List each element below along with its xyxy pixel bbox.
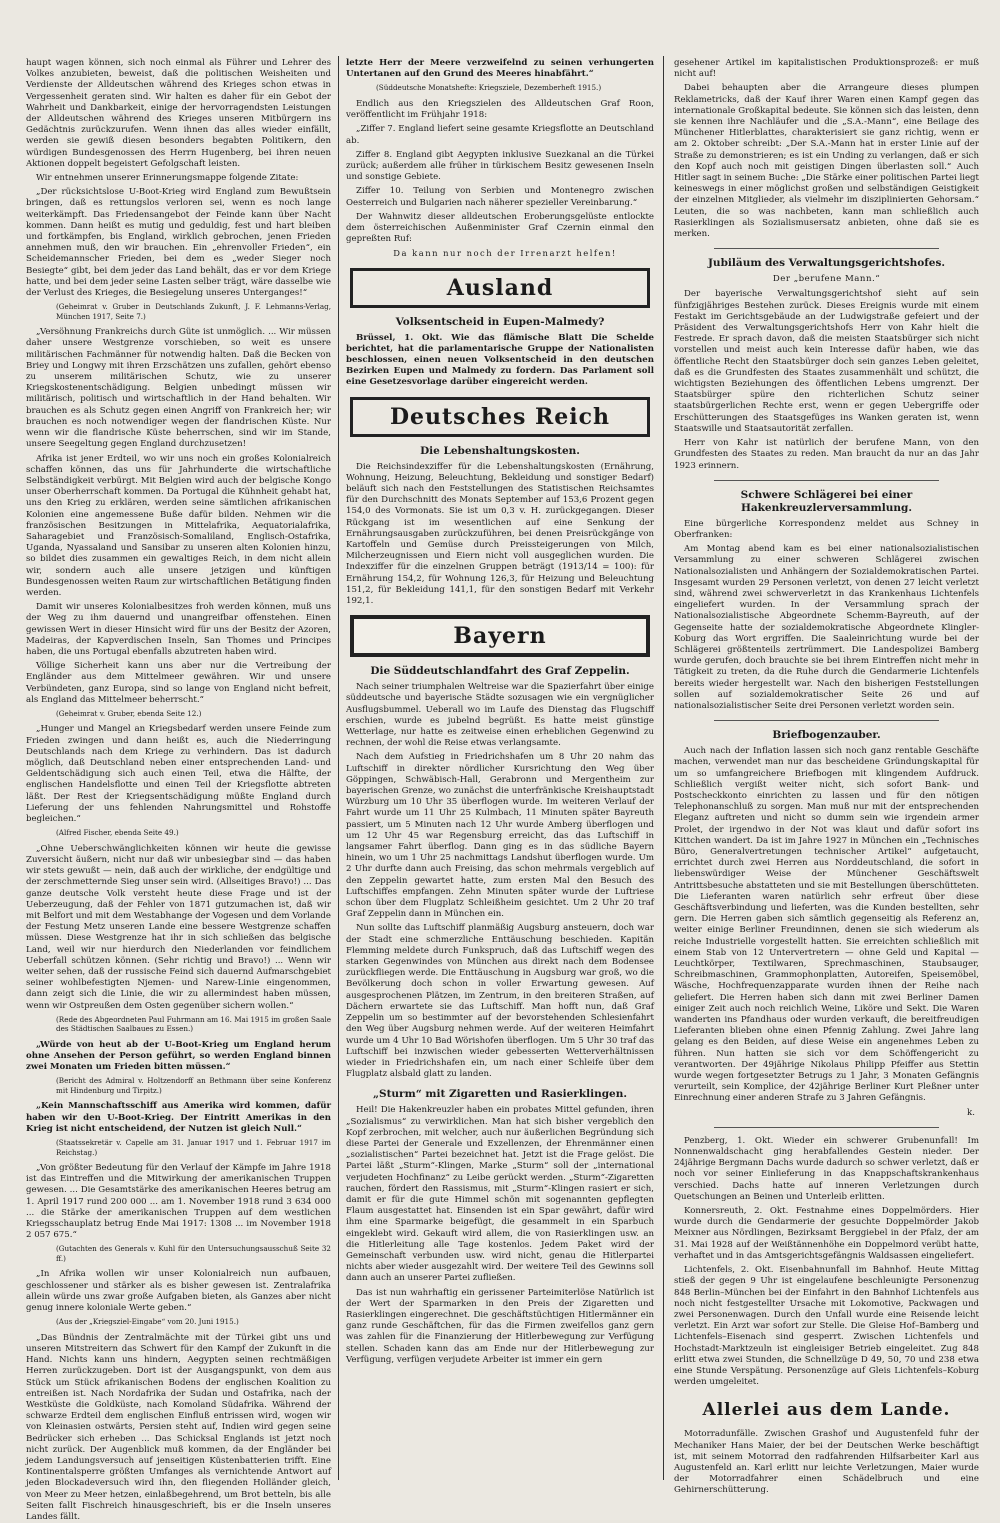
quote: „Würde von heut ab der U-Boot-Krieg um England herum ohne Ansehen der Person geführt, so werden England binnen zwei Monaten um Frieden bitten müssen.“ <box>26 1039 331 1073</box>
quote: „In Afrika wollen wir unser Kolonialreich nun aufbauen, geschlossener und stärker als es bisher gewesen ist. Zentralafrika allein würde uns zwar große Aufgaben bieten, als Ganzes aber nicht genug innere koloniale Werte geben.“ <box>26 1269 331 1314</box>
section-header-deutsches-reich: Deutsches Reich <box>350 397 650 437</box>
quote-source: (Staatssekretär v. Capelle am 31. Januar 1917 und 1. Februar 1917 im Reichstag.) <box>56 1138 331 1157</box>
article-text: Herr von Kahr ist natürlich der berufene Mann, von den Grundfesten des Staates zu reden. Man braucht da nur an das Jahr 1923 erinnern. <box>674 438 979 471</box>
article-headline: „Sturm“ mit Zigaretten und Rasierklingen. <box>372 1088 628 1101</box>
article-text: Da kann nur noch der Irrenarzt helfen! <box>393 248 617 259</box>
quote: „Das Bündnis der Zentralmächte mit der Türkei gibt uns und unseren Mitstreitern das Schwert für den Kampf der Zukunft in die Hand. Nichts kann uns hindern, Aegypten seinen rechtmäßigen Herren zurückzugeben. Dort ist der Ausgangspunkt, von dem aus Stück um Stück afrikanischen Bodens der englischen Koalition zu entreißen ist. Nach Nordafrika der Sudan und Ostafrika, nach der Westküste die Goldküste, nach Komoland Südafrika. Während der schwarze Erdteil dem englischen Einfluß entrissen wird, wogen wir von Kleinasien ostwärts, Persien steht auf, Indien wird gegen seine Bedrücker sich erheben ... Das Schicksal Englands ist jetzt noch nicht zurück. Der Augenblick muß kommen, da der Engländer bei jedem Landungsversuch auf jenseitigen Küstenbatterien trifft. Eine Kontinentalsperre größten Umfanges als vernichtende Antwort auf jeden Blockadeversuch wird ihn, den fliegenden Holländer gleich, von Meer zu Meer hetzen, einlaßbegehrend, um Brot betteln, bis alle Seiten fallt Fischreich hinausgeschrieft, bis er die Inseln unseres Landes fällt. <box>26 1332 331 1523</box>
article-headline: Schwere Schlägerei bei einer Hakenkreuzlerversammlung. <box>740 488 913 514</box>
article-headline: Volksentscheid in Eupen-Malmedy? <box>395 315 605 328</box>
news-item: Konnersreuth, 2. Okt. Festnahme eines Doppelmörders. Hier wurde durch die Gendarmerie der gesuchte Doppelmörder Jakob Meixner aus Nördlingen, Bezirksamt Berggiebel in der Pfalz, der am 31. Mai 1928 auf der Weißtännenhöhe ein Doppelmord verübt hatte, verhaftet und in das Amtsgerichtsgefängnis Waldsassen eingeliefert. <box>674 1206 979 1261</box>
news-item: Penzberg, 1. Okt. Wieder ein schwerer Grubenunfall! Im Nonnenwaldschacht ging herabfallendes Gestein nieder. Der 24jährige Bergmann Dachs wurde dadurch so schwer verletzt, daß er noch vor seiner Einlieferung in das Knappschaftskrankenhaus verschied. Dachs hatte auf inneren Verletzungen durch Quetschungen an Beinen und Unterleib erlitten. <box>674 1135 979 1202</box>
article-text: Der Wahnwitz dieser alldeutschen Eroberungsgelüste entlockte dem österreichischen Außenminister Graf Czernin einmal den gepreßten Ruf: <box>346 211 654 245</box>
quote-source: (Gutachten des Generals v. Kuhl für den Untersuchungsausschuß Seite 32 ff.) <box>56 1244 331 1263</box>
quote: „Kein Mannschaftsschiff aus Amerika wird kommen, dafür haben wir den U-Boot-Krieg. Der Eintritt Amerikas in den Krieg ist nicht entscheidend, der Nutzen ist gleich Null.“ <box>26 1101 331 1134</box>
article-text: Auch nach der Inflation lassen sich noch ganz rentable Geschäfte machen, verwendet man nur das bescheidene Gründungskapital für um so umfangreichere Briefbogen mit klingendem Aufdruck. Schließlich vergißt weiter nicht, sich sofort Bank- und Postscheckkonto einrichten zu lassen und für den nötigen Telephonanschluß zu sorgen. Man muß nur mit der entsprechenden Eleganz auftreten und nicht so dumm sein wie irgendein armer Prolet, der irgendwo in der Not was klaut und dafür sofort ins Kittchen wandert. Da ist im Jahre 1927 in München ein „Technisches Büro, Generalvertretungen technischer Artikel“ aufgetaucht, errichtet durch zwei Herren aus Norddeutschland, die sofort in liebenswürdiger Weise der Münchener Geschäftswelt Antrittsbesuche abstatteten und sie mit Bestellungen überschütteten. Die Lieferanten waren natürlich sehr erfreut über diese Geschäftsverbindung und lieferten, was die Kunden bestellten, sehr gern. Die Herren gaben sich sämtlich gegenseitig als Referenz an, weiter einige Berliner Freundinnen, denen sie sich wiederum als reiche Industrielle vorgestellt hatten. Sie erreichten schließlich mit einem Stab von 12 Untervertretern — ohne Geld und Kapital — Leuchtkörper, Textilwaren, Sprechmaschinen, Staubsauger, Schreibmaschinen, Grammophonplatten, Autoreifen, Speisemöbel, Wäsche, Hochfrequenzapparate wurden ihnen der Reihe nach geliefert. Die Herren haben sich dann mit zwei Berliner Damen einiger Zeit auch noch reichlich Weine, Liköre und Sekt. Die Waren wanderten ins Pfandhaus oder wurden verkauft, die bereitfreudigen Lieferanten blieben ohne einen Pfennig Zahlung. Zwei Jahre lang gelang es den Beiden, auf diese Weise ein angenehmes Leben zu führen. Nun hatten sie sich vor dem Schöffengericht zu verantworten. Der 49jährige Nikolaus Philipp Pfeiffer aus Stettin wurde wegen fortgesetzter Betrugs zu 1 Jahr, 3 Monaten Gefängnis verurteilt, sein Komplice, der 42jährige Berliner Kurt Pleßner unter Einrechnung einer anderen Strafe zu 3 Jahren Gefängnis. <box>674 746 979 1104</box>
section-header-allerlei: Allerlei aus dem Lande. <box>702 1400 951 1421</box>
quote-source: (Bericht des Admiral v. Holtzendorff an Bethmann über seine Konferenz mit Hindenburg und Tirpitz.) <box>56 1076 331 1095</box>
divider <box>714 1127 939 1128</box>
article-text: „Ziffer 7. England liefert seine gesamte Kriegsflotte an Deutschland ab. <box>346 124 654 146</box>
news-item: Lichtenfels, 2. Okt. Eisenbahnunfall im Bahnhof. Heute Mittag stieß der gegen 9 Uhr ist eingelaufene beschleunigte Personenzug 848 Berlin–München bei der Einfahrt in den Bahnhof Lichtenfels aus noch nicht festgestellter Ursache mit Lokomotive, Packwagen und zwei Personenwagen. Durch den Unfall wurde eine Reisende leicht verletzt. Ein Arzt war sofort zur Stelle. Die Gleise Hof–Bamberg und Lichtenfels–Eisenach sind gesperrt. Zwischen Lichtenfels und Hochstadt-Marktzeuln ist eingleisiger Betrieb eingeleitet. Zug 848 erlitt etwa zwei Stunden, die Schnellzüge D 49, 50, 70 und 238 etwa eine Stunde Verspätung. Personenzüge auf Gleis Lichtenfels–Koburg werden umgeleitet. <box>674 1265 979 1388</box>
column-rule <box>663 56 664 1480</box>
divider <box>714 480 939 481</box>
column-rule <box>338 56 339 1480</box>
quote: „Der rücksichtslose U-Boot-Krieg wird England zum Bewußtsein bringen, daß es rettungslos verloren sei, wenn es noch lange weiterkämpft. Das Friedensangebot der Feinde kann über Nacht kommen. Dann heißt es mutig und geduldig, fest und hart bleiben und fortkämpfen, bis England, wirklich gebrochen, jenen Frieden annehmen muß, den wir brauchen. Ein „ehrenvoller Frieden“, ein Scheidemannscher Frieden, bei dem es „weder Sieger noch Besiegte“ gibt, bei dem jeder das Land behält, das er vor dem Kriege hatte, und bei dem jeder seine Lasten selber trägt, wäre dasselbe wie der Verlust des Krieges, die Besiegelung unseres Unterganges!“ <box>26 187 331 299</box>
article-text: letzte Herr der Meere verzweifelnd zu seinen verhungerten Untertanen auf den Grund des Meeres hinabfährt.“ <box>346 58 654 80</box>
article-text: Der bayerische Verwaltungsgerichtshof sieht auf sein fünfzigjähriges Bestehen zurück. Dieses Ereignis wurde mit einem Festakt im Gerichtsgebäude an der Ludwigstraße gefeiert und der Präsident des Verwaltungsgerichtshofs Herr von Kahr hielt die Festrede. Er sprach davon, daß die meisten Staatsbürger sich nicht vorstellen und meist auch kein Interesse dafür haben, wie das öffentliche Recht den Staatsbürger doch sein ganzes Leben geleitet, daß es die Grundfesten des Staates zusammenhält und schützt, die wichtigsten Beziehungen des öffentlichen Lebens umgrenzt. Der Staatsbürger spüre den richterlichen Schutz seiner staatsbürgerlichen Rechte erst, wenn er gegen Uebergriffe oder Erschütterungen des Staatsgefüges ins Wanken geraten ist, wenn Staatswille und Staatsautorität zerfallen. <box>674 289 979 434</box>
quote: „Hunger und Mangel an Kriegsbedarf werden unsere Feinde zum Frieden zwingen und dann heißt es, auch die Niederringung Deutschlands nach dem Kriege zu verhindern. Das ist dadurch möglich, daß Deutschland neben einer entsprechenden Land- und Geldentschädigung sich auch einen Teil, etwa die Hälfte, der englischen Handelsflotte und einen Teil der Kriegsflotte abtreten läßt. Der Rest der Kriegsentschädigung müßte England durch Lieferung der uns fehlenden Nahrungsmittel und Rohstoffe begleichen.“ <box>26 724 331 825</box>
article-text: Endlich aus den Kriegszielen des Alldeutschen Graf Roon, veröffentlicht im Frühjahr 1918: <box>346 98 654 121</box>
quote-source: (Süddeutsche Monatshefte: Kriegsziele, Dezemberheft 1915.) <box>376 83 602 93</box>
article-text: Nun sollte das Luftschiff planmäßig Augsburg ansteuern, doch war der Stadt eine schmerzliche Enttäuschung beschieden. Kapitän Flemming meldete durch Funkspruch, daß das Luftschiff wegen des starken Gegenwindes von München aus direkt nach dem Bodensee zurückfliegen werde. Die Enttäuschung in Augsburg war groß, wo die Bevölkerung doch schon in voller Erwartung gewesen. Auf ausgesprochenen Plätzen, im Zentrum, in den breiteren Straßen, auf Dächern erwartete sie das Luftschiff. Man hofft nun, daß Graf Zeppelin um so bestimmter auf der bevorstehenden Schlesienfahrt den Weg über Augsburg nehmen werde. Auf der weiteren Heimfahrt wurde um 4 Uhr 10 Bad Wörishofen überflogen. Um 5 Uhr 30 traf das Luftschiff bei inzwischen wieder gebesserten Wetterverhältnissen wieder in Friedrichshafen ein, um nach einer Schleife über dem Flugplatz alsbald glatt zu landen. <box>346 923 654 1080</box>
news-item: Motorradunfälle. Zwischen Grashof und Augustenfeld fuhr der Mechaniker Hans Maier, der bei der Deutschen Werke beschäftigt ist, mit seinem Motorrad den radfahrenden Hilfsarbeiter Karl aus Augustenfeld an. Karl erlitt nur leichte Verletzungen, Maier wurde der Motorradfahrer einen Schädelbruch und eine Gehirnerschütterung. <box>674 1429 979 1496</box>
article-text: Am Montag abend kam es bei einer nationalsozialistischen Versammlung zu einer schweren Schlägerei zwischen Nationalsozialisten und Anhängern der Sozialdemokratischen Partei. Insgesamt wurden 29 Personen verletzt, von denen 27 leicht verletzt sind, während zwei schwerverletzt in das Krankenhaus Lichtenfels eingeliefert wurden. In der Versammlung sprach der Nationalsozialistische Abgeordnete Schemm-Bayreuth, auf der Gegenseite hatte der sozialdemokratische Abgeordnete Klingler-Koburg das Wort ergriffen. Die Saaleinrichtung wurde bei der Schlägerei größtenteils zertrümmert. Die Landespolizei Bamberg wurde gerufen, doch brauchte sie bei ihrem Eintreffen nicht mehr in Tätigkeit zu treten, da die Ruhe durch die Gendarmerie Lichtenfels bereits wieder hergestellt war. Nach den bisherigen Feststellungen sollen auf sozialdemokratischer Seite 26 und auf nationalsozialistischer Seite drei Personen verletzt worden sein. <box>674 544 979 711</box>
quote: „Versöhnung Frankreichs durch Güte ist unmöglich. ... Wir müssen daher unsere Westgrenze vorschieben, so weit es unsere militärischen Fachmänner für notwendig halten. Daß die Becken von Briey und Longwy mit ihren Erzschätzen uns zufallen, gehört ebenso zu unserem militärischen Schutz, wie zu unserer Kriegskostenentschädigung. Belgien unbedingt müssen wir militärisch, politisch und wirtschaftlich in der Hand behalten. Wir brauchen es als Schutz gegen einen Angriff von Frankreich her; wir brauchen es noch notwendiger wegen der flandrischen Küste. Nur wenn wir die flandrische Küste beherrschen, sind wir im Stande, unsere Seegeltung gegen England durchzusetzen! <box>26 327 331 450</box>
article-headline: Die Süddeutschlandfahrt des Graf Zeppelin. <box>370 665 630 678</box>
article-text: Ziffer 8. England gibt Aegypten inklusive Suezkanal an die Türkei zurück; außerdem alle früher in türkischem Besitz gewesenen Inseln und sonstige Gebiete. <box>346 149 654 183</box>
article-text: Dabei behaupten aber die Arrangeure dieses plumpen Reklametricks, daß der Kauf ihrer Waren einen Kampf gegen das internationale Großkapital bedeute. Sie können sich das leisten, denn sie kennen ihre Nachläufer und die „S.A.-Mann“, eine Beilage des Münchener Hitlerblattes, charakterisiert sie ganz richtig, wenn er am 2. Oktober schreibt: „Der S.A.-Mann hat in erster Linie auf der Straße zu demonstrieren; es ist ein Unding zu verlangen, daß er sich den Kopf auch noch mit geistigen Dingen überlasten soll.“ Auch Hitler sagt in seinem Buche: „Die Stärke einer politischen Partei liegt keineswegs in einer möglichst großen und selbständigen Geistigkeit der einzelnen Mitglieder, als vielmehr im disziplinierten Gehorsam.“ Leuten, die so was nachbeten, kann man schließlich auch Rasierklingen als Sozialismusersatz anbieten, ohne daß sie es merken. <box>674 83 979 240</box>
quote-source: (Geheimrat v. Gruber, ebenda Seite 12.) <box>56 708 202 718</box>
divider <box>714 248 939 249</box>
article-headline: Die Lebenshaltungskosten. <box>420 444 580 457</box>
article-text: gesehener Artikel im kapitalistischen Produktionsprozeß: er muß nicht auf! <box>674 58 979 80</box>
article-headline: Briefbogenzauber. <box>772 729 881 742</box>
quote: Völlige Sicherheit kann uns aber nur die Vertreibung der Engländer aus dem Mittelmeer gewähren. Wir und unsere Verbündeten, ganz Europa, sind so lange von England nicht befreit, als England das Mittelmeer beherrscht.“ <box>26 661 331 705</box>
section-header-bayern: Bayern <box>350 615 650 657</box>
article-text: Wir entnehmen unserer Erinnerungsmappe folgende Zitate: <box>36 173 299 184</box>
quote: Damit wir unseres Kolonialbesitzes froh werden können, muß uns der Weg zu ihm dauernd und unangreifbar offenstehen. Einen gewissen Wert in dieser Hinsicht wird für uns der Besitz der Azoren, Madeiras, der Kapverdischen Inseln, San Thomes und Principes haben, die uns Portugal ebenfalls abzutreten haben wird. <box>26 602 331 657</box>
section-header-ausland: Ausland <box>350 268 650 308</box>
article-subheadline: Der „berufene Mann.“ <box>772 274 881 285</box>
article-text: Nach seiner triumphalen Weltreise war die Spazierfahrt über einige süddeutsche und bayerische Städte sozusagen wie ein vergnüglicher Ausflugsbummel. Ueberall wo im Laufe des Dienstag das Flugschiff erschien, wurde es jubelnd begrüßt. Es hatte meist günstige Wetterlage, nur hatte es zeitweise einen erheblichen Gegenwind zu rechnen, der wohl die Reise etwas verlangsamte. <box>346 682 654 749</box>
quote-source: (Aus der „Kriegsziel-Eingabe“ vom 20. Juni 1915.) <box>56 1317 239 1327</box>
article-text: Heil! Die Hakenkreuzler haben ein probates Mittel gefunden, ihren „Sozialismus“ zu verwirklichen. Man hat sich bisher vergeblich den Kopf zerbrochen, mit welcher, auch nur äußerlichen Begründung sich diese Partei der Generale und Exzellenzen, der Ehrenmänner einen „sozialistischen“ Partei bezeichnet hat. Jetzt ist die Frage gelöst. Die Partei läßt „Sturm“-Klingen, Marke „Sturm“ soll der „international verjudeten Hochfinanz“ zu Leibe gerückt werden. „Sturm“-Zigaretten rauchen, fördert den Rassismus, mit „Sturm“-Klingen rasiert er sich, damit er für die gute Himmel schön mit sogenannten gepflegten Flaum ausgestattet hat. Einsenden ist ein Spar gewährt, dafür wird ihm eine Sparmarke beigefügt, die gesammelt in ein Sparbuch eingeklebt wird. Gekauft wird allem, die von Rasierklingen usw. an die Hitlerleitung alle Tage kostenlos. Jedem Paket wird der Gemeinschaft verbunden usw. wird nicht, genau die Hitlerpartei nichts aber wieder ausgezahlt wird. Der weitere Teil des Gewinns soll dann auch an unserer Partei zufließen. <box>346 1105 654 1284</box>
quote-source: (Alfred Fischer, ebenda Seite 49.) <box>56 828 179 838</box>
article-text: Das ist nun wahrhaftig ein gerissener Parteimiterlöse Natürlich ist der Wert der Sparmarken in den Preis der Zigaretten und Rasierklingen eingerechnet. Die geschäftstüchtigen Hitlermänner ein ganz runde Geschäftchen, für das die Firmen zweifellos ganz gern was zahlen für die Finanzierung der Hitlerbewegung zur Verfügung stellen. Schaden kann das am Ende nur der Hitlerbewegung zur Verfügung, verfügen verjudete Arbeiter ist immer ein gern <box>346 1287 654 1365</box>
quote: „Ohne Ueberschwänglichkeiten können wir heute die gewisse Zuversicht äußern, nicht nur daß wir unbesiegbar sind — das haben wir stets gewußt — nein, daß auch der wirkliche, der endgültige und der zerschmetternde Sieg unser sein wird. (Allseitiges Bravo!) ... Das ganze deutsche Volk versteht heute diese Frage und ist der Ueberzeugung, daß der Fehler von 1871 gutzumachen ist, daß wir mit Belfort und mit dem Westabhange der Vogesen und dem Vorlande der Festung Metz unseren Lande eine bessere Westgrenze schaffen müssen. Diese Westgrenze hat ihr in sich schließen das belgische Land, weil wir nur hierdurch den Niederlanden vor feindlichem Ueberfall schützen können. (Sehr richtig und Bravo!) ... Wenn wir weiter sehen, daß der russische Feind sich dauernd Aufmarschgebiet seiner wohlbefestigten Njemen- und Narew-Linie eingenommen, dann zeigt sich die Linie, die wir zu allermindest haben müssen, wenn wir Ostpreußen dem Osten gegenüber sichern wollen.“ <box>26 843 331 1011</box>
column-right <box>674 58 979 1496</box>
article-text: Nach dem Aufstieg in Friedrichshafen um 8 Uhr 20 nahm das Luftschiff in direkter nördlicher Kursrichtung den Weg über Göppingen, Schwäbisch-Hall, Gerabronn und Mergentheim zur bayerischen Grenze, wo zunächst die unterfränkische Kreishauptstadt Würzburg um 10 Uhr 35 überflogen wurde. Im weiteren Verlauf der Fahrt wurde um 11 Uhr 25 Kulmbach, 11 Minuten später Bayreuth passiert, um 5 Minuten nach 12 Uhr wurde Amberg überflogen und um 12 Uhr 45 war Regensburg erreicht, das das Luftschiff in langsamer Fahrt überflog. Dann ging es in das südliche Bayern hinein, wo um 1 Uhr 25 nachmittags Landshut überflogen wurde. Um 2 Uhr durfte dann auch Freising, das schon mehrmals vergeblich auf den Zeppelin gewartet hatte, zum ersten Mal den Besuch des Luftschiffes empfangen. Zehn Minuten später wurde der Luftriese schon über dem Flugplatz Schleißheim gesichtet. Um 2 Uhr 20 traf Graf Zeppelin dann in München ein. <box>346 752 654 920</box>
divider <box>714 720 939 721</box>
article-text: Die Reichsindexziffer für die Lebenshaltungskosten (Ernährung, Wohnung, Heizung, Beleuchtung, Bekleidung und sonstiger Bedarf) beläuft sich nach den Feststellungen des Statistischen Reichsamtes für den Durchschnitt des Monats September auf 153,6 Prozent gegen 154,0 des Vormonats. Sie ist um 0,3 v. H. zurückgegangen. Dieser Rückgang ist im wesentlichen auf eine Senkung der Ernährungsausgaben zurückzuführen, bei denen Preisrückgänge von Kartoffeln und Gemüse durch Preissteigerungen von Milch, Milcherzeugnissen und Eiern nicht voll ausgeglichen wurden. Die Indexziffer für die einzelnen Gruppen beträgt (1913/14 = 100): für Ernährung 154,2, für Wohnung 126,3, für Heizung und Beleuchtung 151,2, für Bekleidung 141,1, für den sonstigen Bedarf mit Verkehr 192,1. <box>346 461 654 606</box>
article-text: Eine bürgerliche Korrespondenz meldet aus Schney in Oberfranken: <box>674 518 979 540</box>
column-middle <box>346 58 654 1478</box>
article-text: Ziffer 10. Teilung von Serbien und Montenegro zwischen Oesterreich und Bulgarien nach näherer spezieller Vereinbarung.“ <box>346 186 654 208</box>
quote-source: (Rede des Abgeordneten Paul Fuhrmann am 16. Mai 1915 im großen Saale des Städtischen Saalbaues zu Essen.) <box>56 1014 331 1034</box>
article-text: haupt wagen können, sich noch einmal als Führer und Lehrer des Volkes anzubieten, beweist, daß die politischen Weisheiten und Verdienste der Alldeutschen während des Krieges schon etwas in Vergessenheit geraten sind. Wir halten es daher für ein Gebot der Wahrheit und Dankbarkeit, einige der hervorragendsten Leistungen der Alldeutschen während des Krieges unseren Mitbürgern ins Gedächtnis zurückzurufen. Wenn ihnen das alles wieder einfällt, werden sie gewiß diesen besonders begabten Politikern, den würdigen Bundesgenossen des Herrn Hugenberg, bei ihren neuen Aktionen doppelt begeistert Gefolgschaft leisten. <box>26 58 331 169</box>
author-initial: k. <box>967 1107 975 1118</box>
quote: „Von größter Bedeutung für den Verlauf der Kämpfe im Jahre 1918 ist das Eintreffen und die Mitwirkung der amerikanischen Truppen gewesen. ... Die Gesamtstärke des amerikanischen Heeres betrug am 1. April 1917 rund 200 000 ... am 1. November 1918 rund 3 634 000 ... die Stärke der amerikanischen Truppen auf dem westlichen Kriegsschauplatz betrug Ende Mai 1917: 1308 ... im November 1918 2 057 675.“ <box>26 1163 331 1241</box>
column-left <box>26 58 331 1523</box>
article-headline: Jubiläum des Verwaltungsgerichtshofes. <box>707 257 946 270</box>
quote: Afrika ist jener Erdteil, wo wir uns noch ein großes Kolonialreich schaffen können, das uns für Jahrhunderte die wirtschaftliche Selbständigkeit verbürgt. Mit Belgien wird auch der belgische Kongo unser Oberherrschaft kommen. Da Portugal die Kühnheit gehabt hat, uns den Krieg zu erklären, werden seine sämtlichen afrikanischen Kolonien eine angemessene Buße dafür bilden. Nehmen wir die französischen Besitzungen in Mittelafrika, Aequatorialafrika, Saharagebiet und Französisch-Somaliland, Englisch-Ostafrika, Uganda, Nyassaland und Sansibar zu unseren alten Kolonien hinzu, so bildet dies zusammen ein gewaltiges Reich, in dem nicht allein wir, sondern auch alle unsere jetzigen und künftigen Bundesgenossen weiten Raum zur wirtschaftlichen Betätigung finden werden. <box>26 453 331 598</box>
article-text: Brüssel, 1. Okt. Wie das flämische Blatt Die Schelde berichtet, hat die parlamentarische Gruppe der Nationalisten beschlossen, einen neuen Volksentscheid in den deutschen Bezirken Eupen und Malmedy zu fordern. Das Parlament soll eine Gesetzesvorlage darüber eingereicht werden. <box>346 332 654 388</box>
quote-source: (Geheimrat v. Gruber in Deutschlands Zukunft, J. F. Lehmanns-Verlag, München 1917, Seite 7.) <box>56 302 331 321</box>
